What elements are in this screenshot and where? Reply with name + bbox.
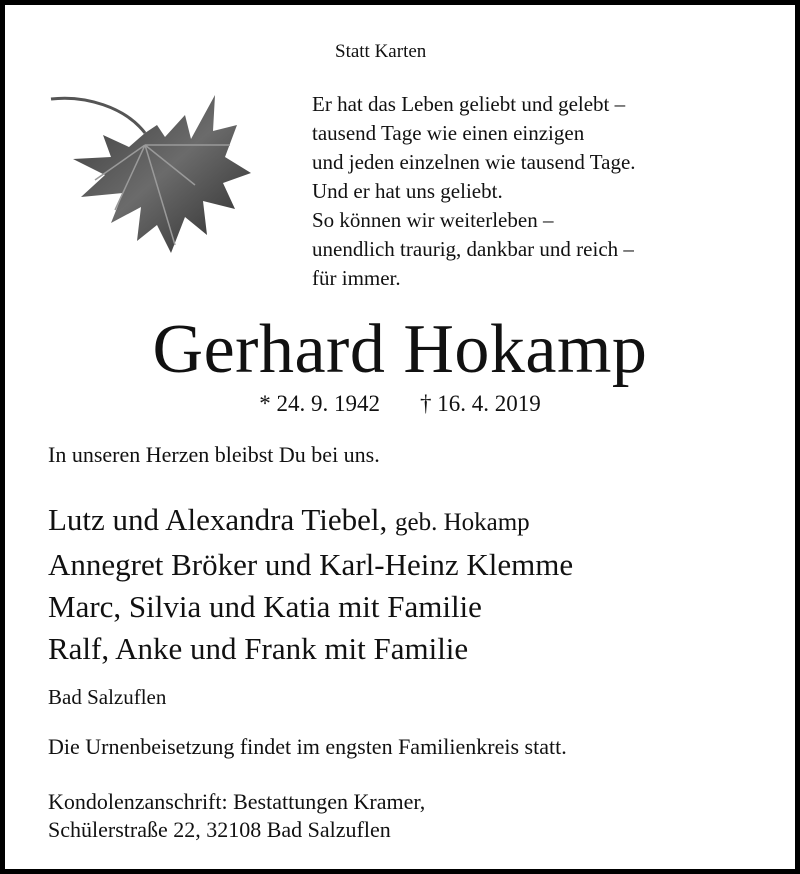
deceased-name: Gerhard Hokamp [152, 311, 648, 388]
life-dates [5, 391, 795, 417]
condolence-line: Schülerstraße 22, 32108 Bad Salzuflen [48, 817, 391, 842]
maiden-name: geb. Hokamp [394, 509, 530, 536]
poem-line: Und er hat uns geliebt. [312, 179, 503, 203]
death-date: † 16. 4. 2019 [420, 391, 541, 416]
condolence-address [48, 788, 425, 844]
poem-line: und jeden einzelnen wie tausend Tage. [312, 150, 636, 174]
mourner-line [48, 499, 573, 544]
mourner-line: Annegret Bröker und Karl-Heinz Klemme [48, 547, 574, 582]
place: Bad Salzuflen [48, 685, 167, 709]
motto: In unseren Herzen bleibst Du bei uns. [48, 442, 380, 467]
mourner-names: Lutz und Alexandra Tiebel, [48, 502, 388, 537]
birth-date: * 24. 9. 1942 [259, 391, 380, 416]
poem-line: So können wir weiterleben – [312, 208, 554, 232]
poem-line: für immer. [312, 266, 401, 290]
burial-note: Die Urnenbeisetzung findet im engsten Familienkreis statt. [48, 734, 567, 759]
condolence-line: Kondolenzanschrift: Bestattungen Kramer, [48, 789, 426, 814]
poem-line: unendlich traurig, dankbar und reich – [312, 237, 634, 261]
poem [312, 90, 636, 293]
mourner-line: Ralf, Anke und Frank mit Familie [48, 631, 469, 666]
statt-karten-label: Statt Karten [335, 41, 427, 62]
mourners-list [48, 499, 573, 670]
maple-leaf-icon [45, 85, 265, 285]
mourner-line: Marc, Silvia und Katia mit Familie [48, 589, 482, 624]
poem-line: Er hat das Leben geliebt und gelebt – [312, 92, 626, 116]
poem-line: tausend Tage wie einen einzigen [312, 121, 585, 145]
